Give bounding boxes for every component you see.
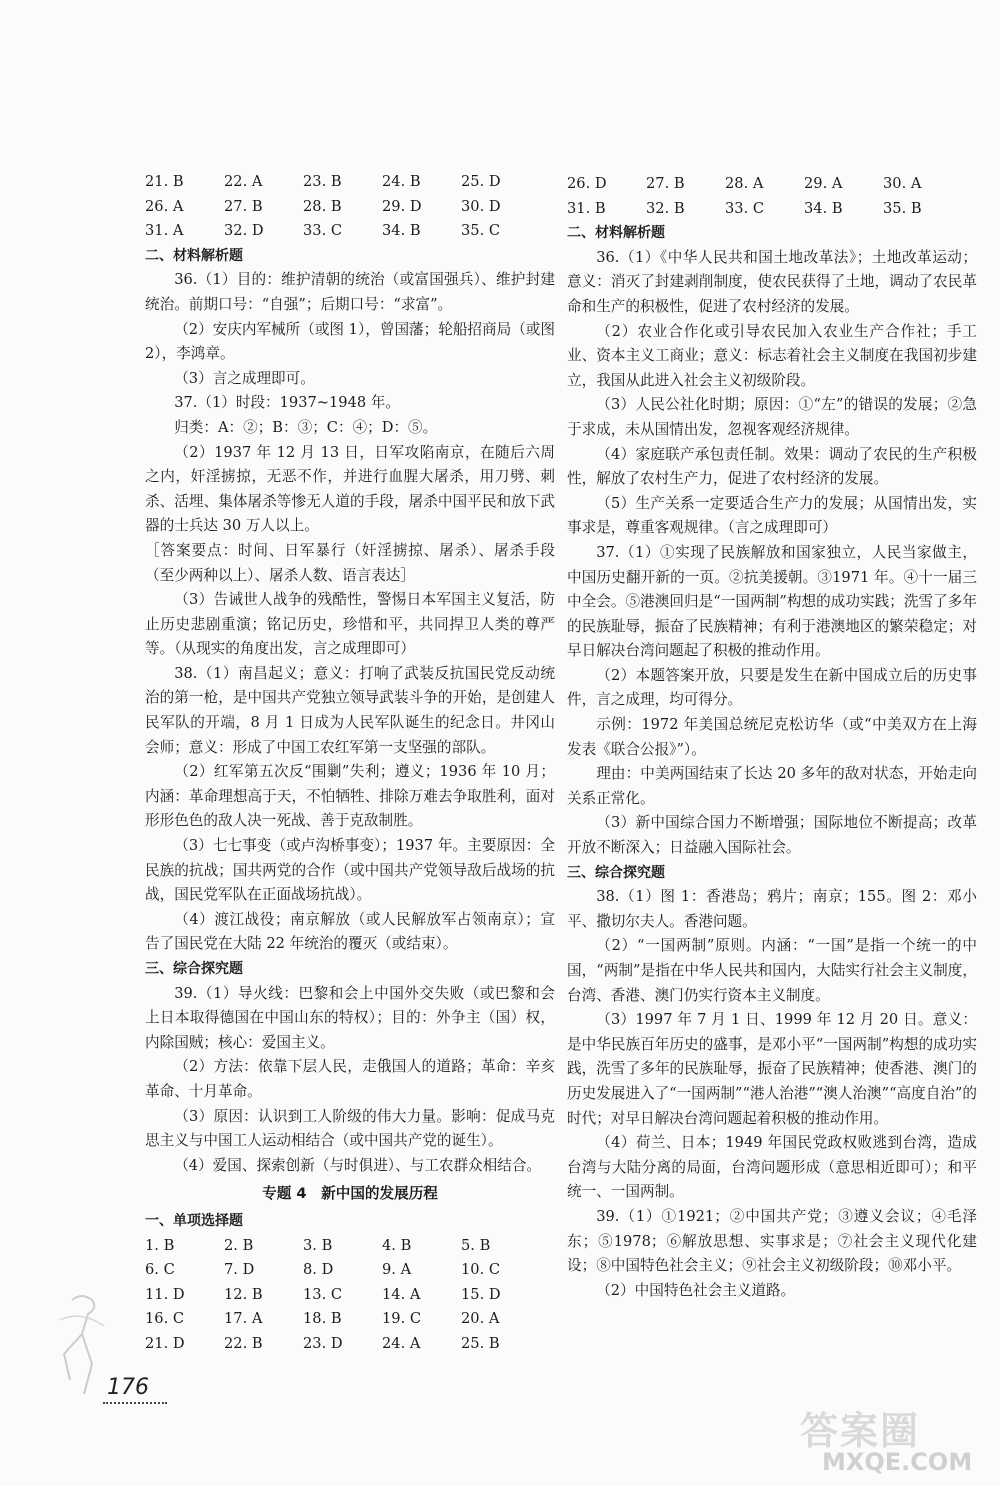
answer-cell: 4. B [382, 1236, 412, 1254]
answer-cell: 5. B [461, 1236, 491, 1254]
answer-row [145, 1307, 555, 1332]
answer-cell: 22. A [224, 173, 263, 190]
answer-paragraph: （2）本题答案开放，只要是发生在新中国成立后的历史事件，言之成理，均可得分。 [567, 666, 977, 709]
answer-cell: 32. D [224, 222, 264, 240]
answer-cell: 23. D [303, 1334, 343, 1352]
section-heading-material: 二、材料解析题 [145, 247, 243, 264]
answer-paragraph: （2）红军第五次反“围剿”失利；遵义；1936 年 10 月；内涵：革命理想高于天，不怕牺牲、排除万难去争取胜利，面对形形色色的敌人决一死战、善于克敌制胜。 [145, 763, 555, 830]
section-heading-material: 二、材料解析题 [567, 225, 665, 242]
answer-cell: 15. D [461, 1285, 501, 1303]
answer-grid-top [145, 170, 555, 244]
answer-paragraph: （3）原因：认识到工人阶级的伟大力量。影响：促成马克思主义与中国工人运动相结合（或中国共产党的诞生）。 [145, 1107, 555, 1150]
answer-paragraph: 39.（1）导火线：巴黎和会上中国外交失败（或巴黎和会上日本取得德国在中国山东的特权）；目的：外争主（国）权，内除国贼；核心：爱国主义。 [145, 984, 555, 1051]
answer-row [145, 1283, 555, 1308]
answer-grid-right [567, 172, 977, 221]
answer-cell: 14. A [382, 1285, 421, 1303]
answer-paragraph: 37.（1）①实现了民族解放和国家独立，人民当家做主，中国历史翻开新的一页。②抗美援朝。③1971 年。④十一届三中全会。⑤港澳回归是“一国两制”构想的成功实践；洗雪了多年的民族耻辱，振奋了民族精神；有利于港澳地区的繁荣稳定；对早日解决台湾问题起了积极的推动作用。 [567, 543, 977, 660]
answer-cell: 11. D [145, 1285, 185, 1303]
answer-paragraph: （2）安庆内军械所（或图 1），曾国藩；轮船招商局（或图 2），李鸿章。 [145, 320, 555, 363]
answer-grid-bottom [145, 1234, 555, 1357]
watermark-title: 答案圈 [800, 1409, 921, 1453]
answer-row [145, 1234, 555, 1259]
answer-cell: 3. B [303, 1236, 333, 1254]
answer-paragraph: （2）1937 年 12 月 13 日，日军攻陷南京，在随后六周之内，奸淫掳掠，无恶不作，并进行血腥大屠杀，用刀劈、刺杀、活埋、集体屠杀等惨无人道的手段，屠杀中国平民和放下武器的士兵达 30 万人以上。 [145, 443, 555, 535]
answer-paragraph: 38.（1）图 1：香港岛；鸦片；南京；155。图 2：邓小平、撒切尔夫人。香港问题。 [567, 888, 977, 930]
watermark-logo [800, 1400, 980, 1480]
answer-cell: 27. B [646, 175, 685, 192]
answer-paragraph: （2）农业合作化或引导农民加入农业生产合作社；手工业、资本主义工商业；意义：标志着社会主义制度在我国初步建立，我国从此进入社会主义初级阶段。 [567, 322, 977, 389]
answer-cell: 6. C [145, 1261, 175, 1279]
answer-cell: 25. B [461, 1334, 500, 1352]
answer-cell: 34. B [804, 199, 843, 217]
answer-cell: 9. A [382, 1261, 412, 1279]
answer-paragraph: ［答案要点：时间、日军暴行（奸淫掳掠、屠杀）、屠杀手段（至少两种以上）、屠杀人数、语言表达］ [145, 541, 555, 584]
answer-cell: 16. C [145, 1310, 185, 1328]
section-heading-single: 一、单项选择题 [145, 1212, 243, 1229]
answer-cell: 20. A [461, 1310, 500, 1328]
answer-paragraph: 36.（1）目的：维护清朝的统治（或富国强兵）、维护封建统治。前期口号：“自强”；后期口号：“求富”。 [145, 271, 555, 313]
answer-cell: 8. D [303, 1261, 334, 1279]
material-answers [145, 268, 555, 957]
answer-row [567, 197, 977, 222]
answer-cell: 31. A [145, 222, 184, 240]
answer-cell: 24. B [382, 173, 421, 190]
answer-paragraph: （2）“一国两制”原则。内涵：“一国”是指一个统一的中国，“两制”是指在中华人民共和国内，大陆实行社会主义制度，台湾、香港、澳门仍实行资本主义制度。 [567, 937, 977, 1004]
answer-cell: 34. B [382, 222, 421, 240]
answer-cell: 18. B [303, 1310, 342, 1328]
answer-row [567, 172, 977, 197]
answer-paragraph: 37.（1）时段：1937~1948 年。 [174, 394, 400, 412]
answer-paragraph: 示例：1972 年美国总统尼克松访华（或“中美双方在上海发表《联合公报》”）。 [567, 716, 977, 758]
answer-paragraph: （4）渡江战役；南京解放（或人民解放军占领南京）；宣告了国民党在大陆 22 年统治的覆灭（或结束）。 [145, 910, 555, 953]
section-heading-explore: 三、综合探究题 [145, 961, 243, 977]
answer-cell: 10. C [461, 1261, 501, 1279]
answer-cell: 23. B [303, 173, 342, 190]
answer-paragraph: （4）荷兰、日本；1949 年国民党政权败逃到台湾，造成台湾与大陆分离的局面，台湾问题形成（意思相近即可）；和平统一、一国两制。 [567, 1134, 977, 1201]
answer-paragraph: 36.（1）《中华人民共和国土地改革法》；土地改革运动；意义：消灭了封建剥削制度，使农民获得了土地，调动了农民革命和生产的积极性，促进了农村经济的发展。 [567, 248, 977, 315]
topic-title: 专题 4 新中国的发展历程 [262, 1185, 438, 1203]
answer-paragraph: （3）新中国综合国力不断增强；国际地位不断提高；改革开放不断深入；日益融入国际社会。 [567, 814, 977, 857]
answer-cell: 21. D [145, 1334, 185, 1352]
answer-cell: 31. B [567, 199, 606, 217]
explore-answers [567, 885, 977, 1303]
answer-row [145, 219, 555, 244]
answer-cell: 35. B [883, 199, 922, 217]
answer-row [145, 1332, 555, 1357]
answer-cell: 12. B [224, 1285, 263, 1303]
right-column [567, 172, 977, 1303]
answer-paragraph: （4）家庭联产承包责任制。效果：调动了农民的生产积极性，解放了农村生产力，促进了农村经济的发展。 [567, 445, 977, 488]
answer-cell: 25. D [461, 173, 501, 190]
answer-row [145, 1258, 555, 1283]
answer-paragraph: （3）人民公社化时期；原因：①“左”的错误的发展；②急于求成，未从国情出发，忽视客观经济规律。 [567, 396, 977, 438]
answer-cell: 2. B [224, 1236, 254, 1254]
answer-paragraph: （3）告诫世人战争的残酷性，警惕日本军国主义复活，防止历史悲剧重演；铭记历史，珍惜和平，共同捍卫人类的尊严等。（从现实的角度出发，言之成理即可） [145, 591, 555, 658]
answer-row [145, 195, 555, 220]
answer-cell: 29. D [382, 197, 422, 215]
answer-paragraph: （3）1997 年 7 月 1 日、1999 年 12 月 20 日。意义：是中华民族百年历史的盛事，是邓小平“一国两制”构想的成功实践，洗雪了多年的民族耻辱，振奋了民族精神；使香港、澳门的历史发展进入了“一国两制”“港人治港”“澳人治澳”“高度自治”的时代；对早日解决台湾问题起着积极的推动作用。 [567, 1011, 977, 1127]
page-number: 176 [103, 1375, 167, 1404]
answer-cell: 1. B [145, 1236, 175, 1254]
answer-cell: 30. D [461, 197, 501, 215]
answer-paragraph: （5）生产关系一定要适合生产力的发展；从国情出发，实事求是，尊重客观规律。（言之成理即可） [567, 494, 977, 537]
watermark-url: MXQE.COM [822, 1448, 973, 1476]
answer-cell: 28. A [725, 175, 764, 192]
answer-cell: 27. B [224, 197, 263, 215]
answer-cell: 22. B [224, 1334, 263, 1352]
answer-paragraph: （2）中国特色社会主义道路。 [596, 1281, 796, 1299]
material-answers [567, 246, 977, 861]
answer-cell: 32. B [646, 199, 685, 217]
answer-cell: 13. C [303, 1285, 343, 1303]
section-heading-explore: 三、综合探究题 [567, 864, 665, 881]
answer-paragraph: （2）方法：依靠下层人民，走俄国人的道路；革命：辛亥革命、十月革命。 [145, 1058, 555, 1100]
answer-cell: 33. C [303, 222, 343, 240]
answer-cell: 17. A [224, 1310, 263, 1328]
answer-paragraph: （4）爱国、探索创新（与时俱进）、与工农群众相结合。 [174, 1156, 542, 1174]
left-column [145, 170, 555, 1357]
explore-answers [145, 982, 555, 1179]
answer-paragraph: （3）言之成理即可。 [174, 369, 315, 387]
answer-cell: 30. A [883, 175, 922, 192]
answer-cell: 24. A [382, 1334, 421, 1352]
answer-cell: 21. B [145, 173, 184, 190]
answer-cell: 26. D [567, 175, 607, 192]
answer-cell: 26. A [145, 197, 184, 215]
answer-cell: 35. C [461, 222, 501, 240]
answer-paragraph: 38.（1）南昌起义；意义：打响了武装反抗国民党反动统治的第一枪，是中国共产党独立领导武装斗争的开始，是创建人民军队的开端，8 月 1 日成为人民军队诞生的纪念日。井冈山会师；意义：形成了中国工农红军第一支坚强的部队。 [145, 664, 555, 756]
answer-paragraph: 归类：A：②；B：③；C：④；D：⑤。 [174, 418, 438, 436]
answer-cell: 28. B [303, 197, 342, 215]
answer-cell: 19. C [382, 1310, 422, 1328]
answer-paragraph: 理由：中美两国结束了长达 20 多年的敌对状态，开始走向关系正常化。 [567, 765, 977, 807]
answer-paragraph: （3）七七事变（或卢沟桥事变）；1937 年。主要原因：全民族的抗战；国共两党的合作（或中国共产党领导敌后战场的抗战，国民党军队在正面战场抗战）。 [145, 837, 555, 904]
answer-cell: 33. C [725, 199, 765, 217]
answer-row [145, 170, 555, 195]
answer-paragraph: 39.（1）①1921；②中国共产党；③遵义会议；④毛泽东；⑤1978；⑥解放思想、实事求是；⑦社会主义现代化建设；⑧中国特色社会主义；⑨社会主义初级阶段；⑩邓小平。 [567, 1207, 977, 1275]
answer-cell: 7. D [224, 1261, 255, 1279]
answer-cell: 29. A [804, 175, 843, 192]
